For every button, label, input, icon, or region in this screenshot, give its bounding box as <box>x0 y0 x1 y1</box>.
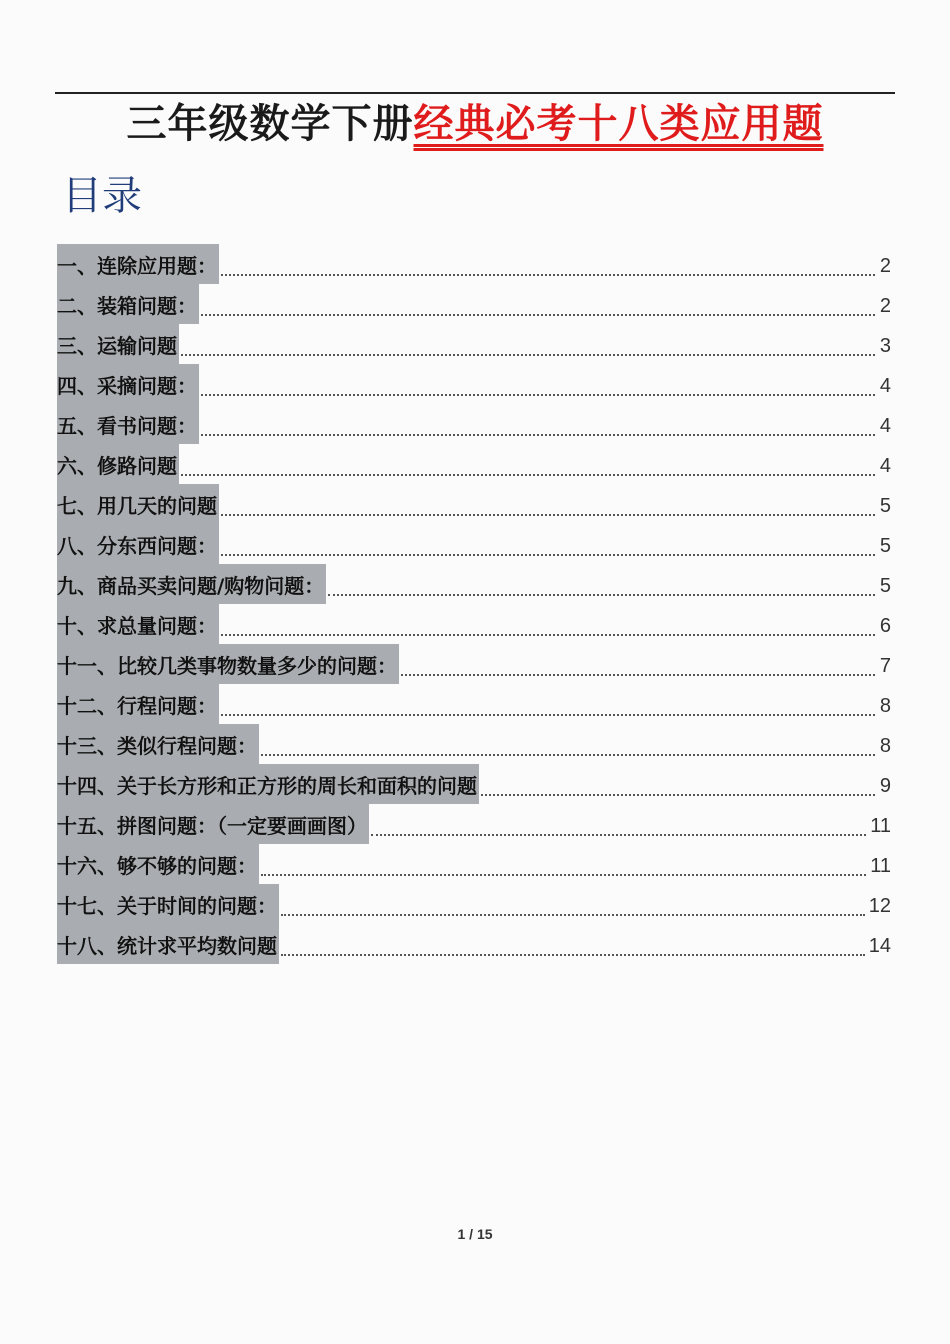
toc-leader-dots <box>181 354 875 356</box>
toc-entry-page-number: 4 <box>879 455 891 477</box>
table-of-contents <box>57 244 895 964</box>
toc-entry-label: 三、运输问题 <box>57 324 179 364</box>
toc-entry[interactable] <box>57 644 895 684</box>
toc-entry-label: 九、商品买卖问题/购物问题： <box>57 564 326 604</box>
title-part-red: 经典必考十八类应用题 <box>413 100 824 147</box>
toc-entry-page-number: 5 <box>879 575 891 597</box>
toc-entry-page-number: 3 <box>879 335 891 357</box>
toc-entry-label: 八、分东西问题： <box>57 524 219 564</box>
toc-entry-label: 十一、比较几类事物数量多少的问题： <box>57 644 399 684</box>
toc-leader-dots <box>201 394 875 396</box>
toc-entry[interactable] <box>57 884 895 924</box>
toc-entry-label: 十二、行程问题： <box>57 684 219 724</box>
toc-entry-page-number: 8 <box>879 695 891 717</box>
toc-entry-page-number: 14 <box>868 935 891 957</box>
toc-leader-dots <box>201 314 875 316</box>
toc-entry-label: 十五、拼图问题：（一定要画画图） <box>57 804 369 844</box>
toc-leader-dots <box>261 754 875 756</box>
toc-leader-dots <box>221 274 875 276</box>
toc-heading: 目录 <box>62 173 142 219</box>
toc-leader-dots <box>481 794 875 796</box>
toc-entry[interactable] <box>57 684 895 724</box>
toc-entry-label: 十、求总量问题： <box>57 604 219 644</box>
toc-entry-page-number: 9 <box>879 775 891 797</box>
toc-entry-label: 十八、统计求平均数问题 <box>57 924 279 964</box>
toc-leader-dots <box>281 914 865 916</box>
toc-entry-label: 二、装箱问题： <box>57 284 199 324</box>
toc-entry-page-number: 5 <box>879 495 891 517</box>
toc-entry-label: 五、看书问题： <box>57 404 199 444</box>
toc-entry-label: 六、修路问题 <box>57 444 179 484</box>
toc-entry[interactable] <box>57 324 895 364</box>
toc-entry[interactable] <box>57 404 895 444</box>
toc-leader-dots <box>401 674 875 676</box>
toc-entry-label: 一、连除应用题： <box>57 244 219 284</box>
toc-leader-dots <box>221 554 875 556</box>
toc-entry[interactable] <box>57 364 895 404</box>
toc-leader-dots <box>371 834 866 836</box>
toc-entry[interactable] <box>57 444 895 484</box>
toc-entry[interactable] <box>57 804 895 844</box>
toc-entry-label: 四、采摘问题： <box>57 364 199 404</box>
toc-entry-page-number: 5 <box>879 535 891 557</box>
toc-entry-page-number: 2 <box>879 255 891 277</box>
toc-entry-label: 七、用几天的问题 <box>57 484 219 524</box>
toc-entry-page-number: 11 <box>870 815 891 837</box>
toc-entry-page-number: 4 <box>879 375 891 397</box>
toc-entry[interactable] <box>57 604 895 644</box>
toc-entry[interactable] <box>57 924 895 964</box>
toc-entry[interactable] <box>57 524 895 564</box>
toc-entry[interactable] <box>57 484 895 524</box>
toc-entry-label: 十七、关于时间的问题： <box>57 884 279 924</box>
toc-entry[interactable] <box>57 244 895 284</box>
toc-leader-dots <box>221 514 875 516</box>
toc-leader-dots <box>221 634 875 636</box>
toc-leader-dots <box>181 474 875 476</box>
toc-entry-page-number: 6 <box>879 615 891 637</box>
toc-entry-label: 十四、关于长方形和正方形的周长和面积的问题 <box>57 764 479 804</box>
toc-entry[interactable] <box>57 844 895 884</box>
toc-leader-dots <box>328 594 875 596</box>
toc-entry-page-number: 11 <box>870 855 891 877</box>
toc-entry-page-number: 8 <box>879 735 891 757</box>
toc-entry[interactable] <box>57 284 895 324</box>
toc-entry-page-number: 7 <box>879 655 891 677</box>
toc-leader-dots <box>261 874 866 876</box>
toc-entry-page-number: 12 <box>868 895 891 917</box>
toc-entry[interactable] <box>57 564 895 604</box>
toc-entry-label: 十三、类似行程问题： <box>57 724 259 764</box>
title-part-black: 三年级数学下册 <box>126 100 414 147</box>
toc-entry[interactable] <box>57 724 895 764</box>
toc-entry-label: 十六、够不够的问题： <box>57 844 259 884</box>
top-rule <box>55 92 895 94</box>
toc-leader-dots <box>201 434 875 436</box>
toc-entry-page-number: 2 <box>879 295 891 317</box>
toc-leader-dots <box>221 714 875 716</box>
toc-entry-page-number: 4 <box>879 415 891 437</box>
toc-leader-dots <box>281 954 865 956</box>
toc-entry[interactable] <box>57 764 895 804</box>
page-indicator: 1 / 15 <box>457 1226 493 1242</box>
page-title <box>0 98 950 150</box>
